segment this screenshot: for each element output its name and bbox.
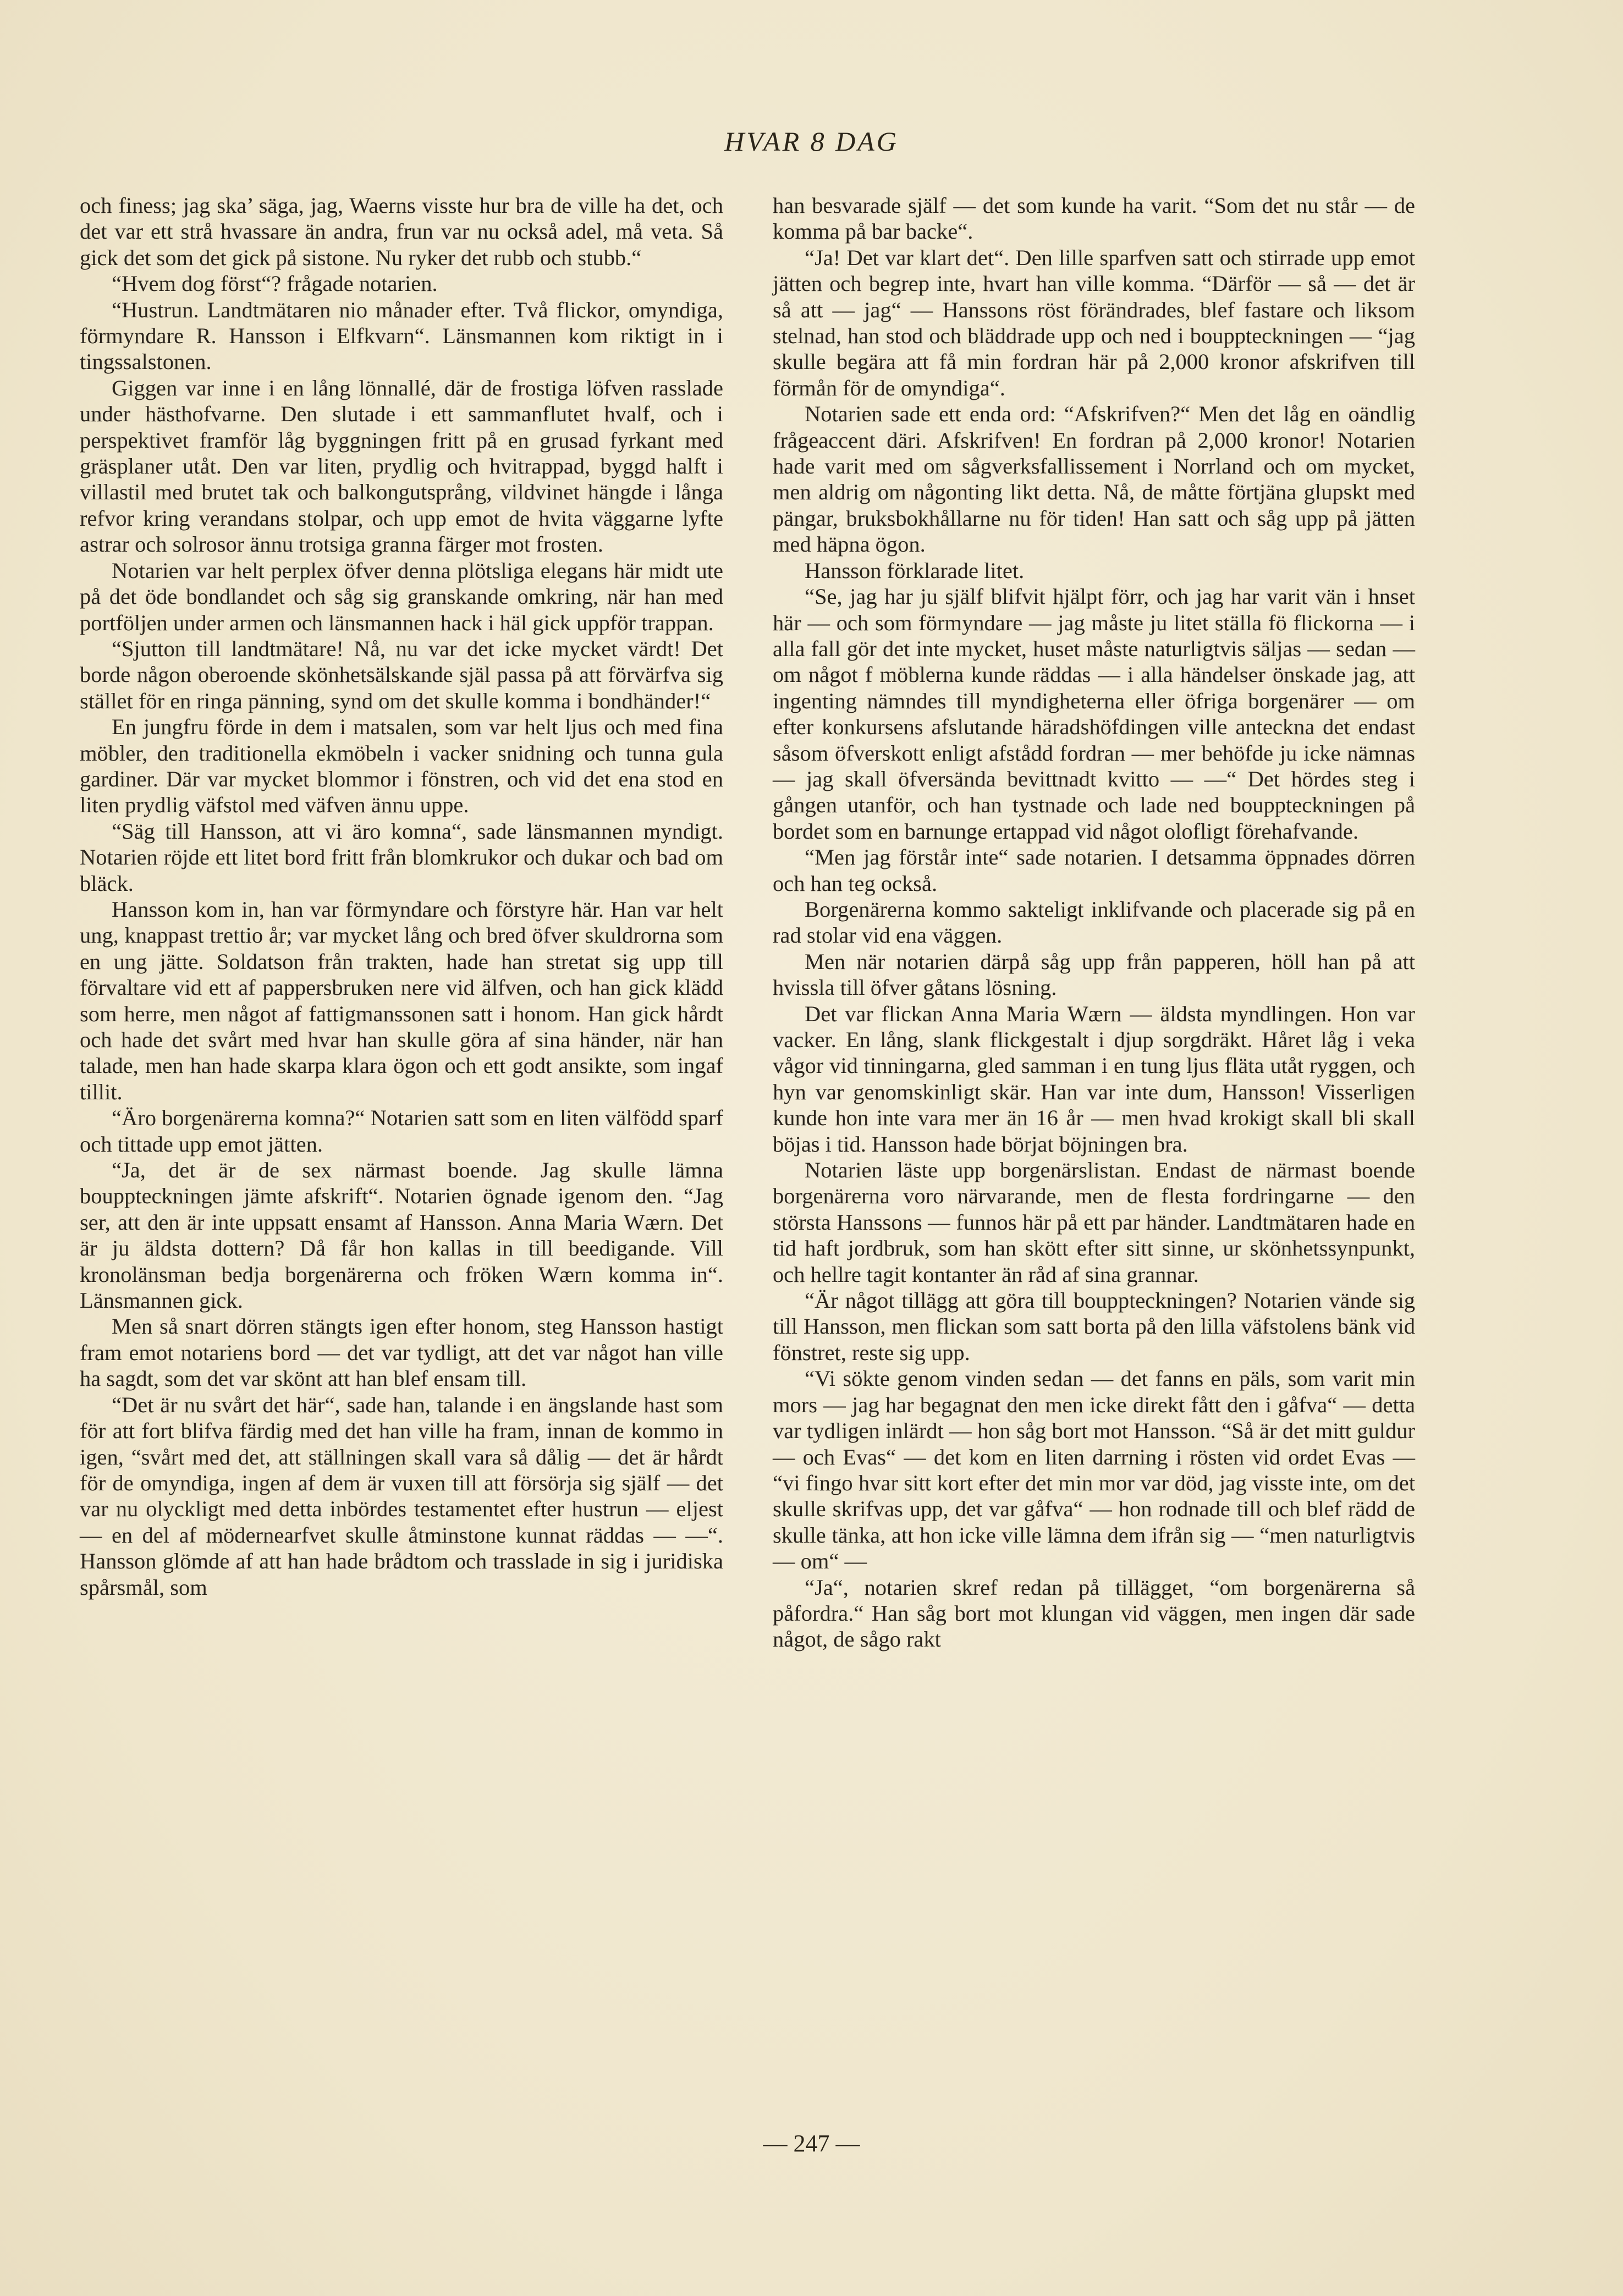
- paragraph: “Vi sökte genom vinden sedan — det fanns en päls, som varit min mors — jag har begagnat den men icke direkt fått den i gåfva“ — detta var tydligen inlärdt — hon såg bort mot Hansson. “Så är det mitt guldur — och Evas“ — det kom en liten darrning i rösten vid ordet Evas — “vi fingo hvar sitt kort efter det min mor var död, jag visste inte, om det skulle skrifvas upp, det var gåfva“ — hon rodnade till och blef rädd de skulle tänka, att hon icke ville lämna dem ifrån sig — “men naturligtvis — om“ —: [773, 1366, 1415, 1574]
- paragraph: Det var flickan Anna Maria Wærn — äldsta myndlingen. Hon var vacker. En lång, slank flickgestalt i djup sorgdräkt. Håret låg i veka vågor vid tinningarna, gled samman i en tung ljus fläta utåt ryggen, och hyn var genomskinligt skär. Han var inte dum, Hansson! Visserligen kunde hon inte vara mer än 16 år — men hvad krokigt skall bli skall böjas i tid. Hansson hade börjat böjningen bra.: [773, 1001, 1415, 1157]
- paragraph: Notarien sade ett enda ord: “Afskrifven?“ Men det låg en oändlig frågeaccent däri. Afskrifven! En fordran på 2,000 kronor! Notarien hade varit med om sågverksfallissement i Norrland och om mycket, men aldrig om någonting likt detta. Nå, de måtte förtjäna glupskt med pängar, bruksbokhållarne nu för tiden! Han satt och såg upp på jätten med häpna ögon.: [773, 401, 1415, 557]
- paragraph: “Är något tillägg att göra till bouppteckningen? Notarien vände sig till Hansson, men flickan som satt borta på den lilla väfstolens bänk vid fönstret, reste sig upp.: [773, 1288, 1415, 1365]
- paragraph: “Se, jag har ju själf blifvit hjälpt förr, och jag har varit vän i hnset här — och som förmyndare — jag måste ju litet ställa fö flickorna — i alla fall gör det inte mycket, huset måste naturligtvis säljas — sedan — om något f möblerna kunde räddas — i alla händelser önskade jag, att ingenting nämndes till myndigheterna eller öfriga borgenärer — om efter konkursens afslutande häradshöfdingen ville anteckna det endast såsom öfverskott enligt afstådd fordran — mer behöfde ju icke nämnas — jag skall öfversända bevittnadt kvitto — —“ Det hördes steg i gången utanför, och han tystnade och lade ned bouppteckningen på bordet som en barnunge ertappad vid något olofligt förehafvande.: [773, 584, 1415, 844]
- paragraph: Hansson kom in, han var förmyndare och förstyre här. Han var helt ung, knappast trettio år; var mycket lång och bred öfver skuldrorna som en ung jätte. Soldatson från trakten, hade han stretat sig upp till förvaltare vid ett af pappersbruken nere vid älfven, och han gick klädd som herre, men något af fattigmanssonen satt i honom. Han gick hårdt och hade det svårt med hvar han skulle göra af sina händer, när han talade, men han hade skarpa klara ögon och ett godt ansikte, som ingaf tillit.: [80, 896, 723, 1104]
- running-title: HVAR 8 DAG: [724, 126, 899, 157]
- paragraph: En jungfru förde in dem i matsalen, som var helt ljus och med fina möbler, den traditionella ekmöbeln i vacker snidning och tunna gula gardiner. Där var mycket blommor i fönstren, och vid det ena stod en liten prydlig väfstol med väfven ännu uppe.: [80, 714, 723, 818]
- paragraph: han besvarade själf — det som kunde ha varit. “Som det nu står — de komma på bar backe“.: [773, 193, 1415, 244]
- paragraph: “Ja! Det var klart det“. Den lille sparfven satt och stirrade upp emot jätten och begrep inte, hvart han ville komma. “Därför — så — det är så att — jag“ — Hanssons röst förändrades, blef fastare och liksom stelnad, han stod och bläddrade upp och ned i bouppteckningen — “jag skulle begära att få min fordran här på 2,000 kronor afskrifven till förmån för de omyndiga“.: [773, 245, 1415, 400]
- paragraph: Borgenärerna kommo sakteligt inklifvande och placerade sig på en rad stolar vid ena väggen.: [773, 896, 1415, 948]
- paragraph: “Ja, det är de sex närmast boende. Jag skulle lämna bouppteckningen jämte afskrift“. Notarien ögnade igenom den. “Jag ser, att den är inte uppsatt ensamt af Hansson. Anna Maria Wærn. Det är ju äldsta dottern? Då får hon kallas in till beedigande. Vill kronolänsman bedja borgenärerna och fröken Wærn komma in“. Länsmannen gick.: [80, 1158, 723, 1313]
- paragraph: “Det är nu svårt det här“, sade han, talande i en ängslande hast som för att fort blifva färdig med det han ville ha fram, innan de kommo in igen, “svårt med det, att ställningen skall vara så dålig — det är hårdt för de omyndiga, ingen af dem är vuxen till att försörja sig själf — det var nu olyckligt med detta inbördes testamentet efter hustrun — eljest — en del af mödernearfvet skulle åtminstone kunnat räddas — —“. Hansson glömde af att han hade brådtom och trasslade in sig i juridiska spårsmål, som: [80, 1392, 723, 1600]
- paragraph: “Ja“, notarien skref redan på tillägget, “om borgenärerna så påfordra.“ Han såg bort mot klungan vid väggen, men ingen där sade något, de sågo rakt: [773, 1574, 1415, 1652]
- paragraph: Men när notarien därpå såg upp från papperen, höll han på att hvissla till öfver gåtans lösning.: [773, 949, 1415, 1000]
- paragraph: “Säg till Hansson, att vi äro komna“, sade länsmannen myndigt. Notarien röjde ett litet bord fritt från blomkrukor och dukar och bad om bläck.: [80, 818, 723, 896]
- page-number: — 247 —: [763, 2130, 860, 2157]
- paragraph: Men så snart dörren stängts igen efter honom, steg Hansson hastigt fram emot notariens bord — det var tydligt, att det var något han ville ha sagdt, som det var skönt att han blef ensam till.: [80, 1314, 723, 1391]
- paragraph: Notarien var helt perplex öfver denna plötsliga elegans här midt ute på det öde bondlandet och såg sig granskande omkring, när han med portföljen under armen och länsmannen hack i häl gick uppför trappan.: [80, 558, 723, 635]
- paragraph: Giggen var inne i en lång lönnallé, där de frostiga löfven rasslade under hästhofvarne. Den slutade i ett sammanflutet hvalf, och i perspektivet framför låg byggningen fritt på en grusad fyrkant med gräsplaner utåt. Den var liten, prydlig och hvitrappad, byggd halft i villastil med brutet tak och balkongutsprång, vildvinet hängde i långa refvor kring verandans stolpar, och upp emot de hvita väggarne lyfte astrar och solrosor ännu trotsiga granna färger mot frosten.: [80, 375, 723, 557]
- left-column: [80, 192, 723, 1600]
- paragraph: “Sjutton till landtmätare! Nå, nu var det icke mycket värdt! Det borde någon oberoende skönhetsälskande själ passa på att förvärfva sig stället för en ringa pänning, synd om det skulle komma i bondhänder!“: [80, 636, 723, 713]
- paragraph: “Hustrun. Landtmätaren nio månader efter. Två flickor, omyndiga, förmyndare R. Hansson i Elfkvarn“. Länsmannen kom riktigt in i tingssalstonen.: [80, 297, 723, 375]
- paragraph: och finess; jag ska’ säga, jag, Waerns visste hur bra de ville ha det, och det var ett strå hvassare än andra, frun var nu också adel, må veta. Så gick det som det gick på sistone. Nu ryker det rubb och stubb.“: [80, 193, 723, 270]
- right-column: [773, 192, 1415, 1653]
- paragraph: “Men jag förstår inte“ sade notarien. I detsamma öppnades dörren och han teg också.: [773, 845, 1415, 896]
- paragraph: “Äro borgenärerna komna?“ Notarien satt som en liten välfödd sparf och tittade upp emot jätten.: [80, 1105, 723, 1157]
- paragraph: Hansson förklarade litet.: [805, 558, 1025, 583]
- paragraph: Notarien läste upp borgenärslistan. Endast de närmast boende borgenärerna voro närvarande, men de flesta fordringarne — den största Hanssons — funnos här på ett par händer. Landtmätaren hade en tid haft jordbruk, som han skött efter sitt sinne, ur skönhetssynpunkt, och hellre tagit kontanter än råd af sina grannar.: [773, 1158, 1415, 1287]
- paragraph: “Hvem dog först“? frågade notarien.: [112, 271, 438, 296]
